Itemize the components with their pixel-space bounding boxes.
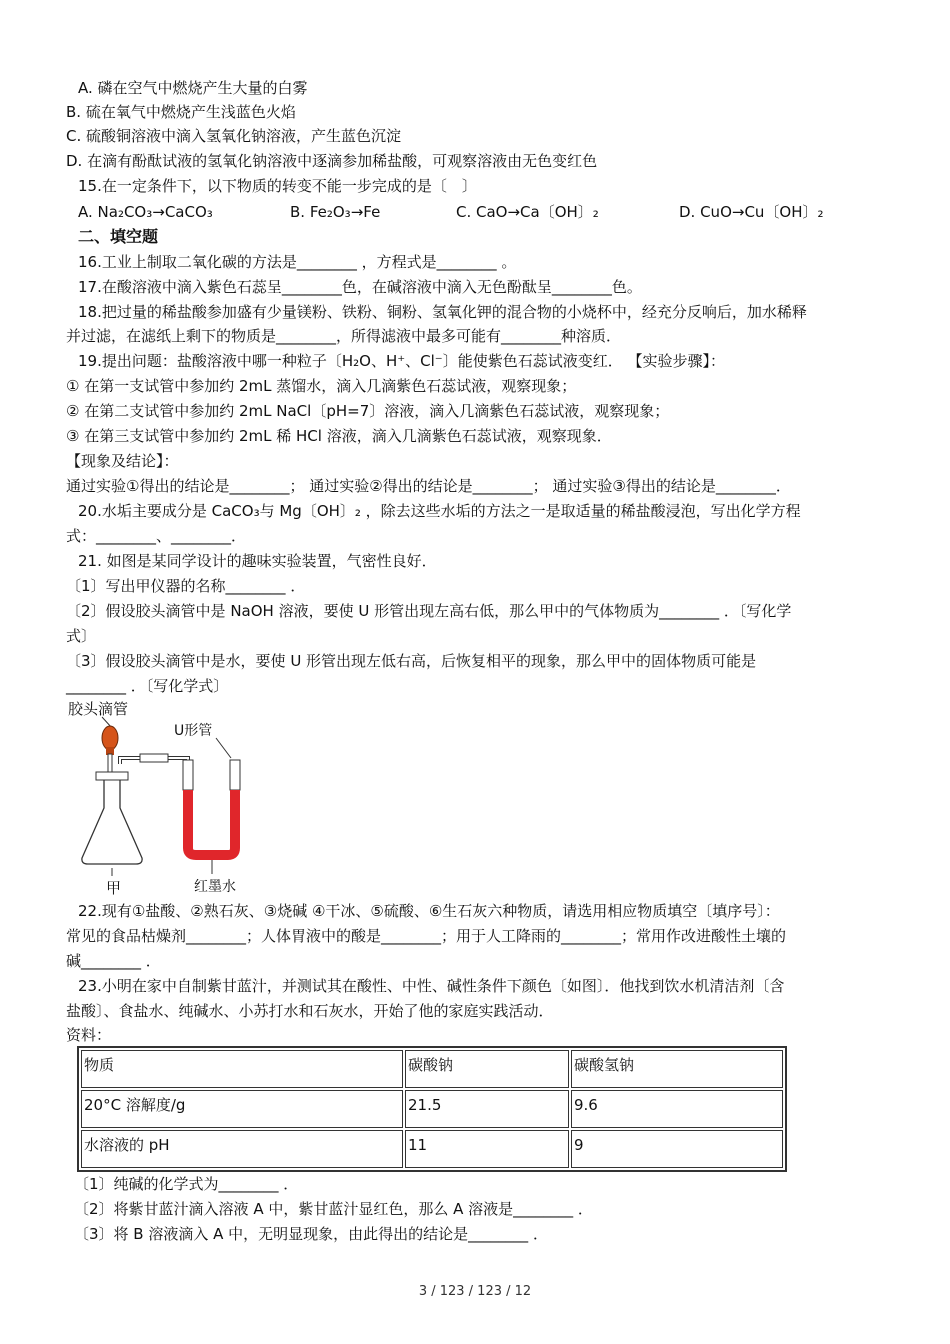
section-title: 二、填空题 [78,227,159,246]
apparatus-figure [66,698,266,898]
q16: 16.工业上制取二氧化碳的方法是________ ，方程式是________ 。 [78,253,517,271]
utube-right-upper [230,760,240,790]
table-cell: 11 [405,1130,569,1168]
q22-line3: 碱________ ． [66,952,161,970]
q23-part2: 〔2〕将紫甘蓝汁滴入溶液 A 中，紫甘蓝汁显红色，那么 A 溶液是________ ． [74,1200,593,1218]
q15-option-c: C. CaO→Ca〔OH〕₂ [456,203,599,221]
q21-part3-line1: 〔3〕假设胶头滴管中是水，要使 U 形管出现左低右高，后恢复相平的现象，那么甲中的固体物质可能是 [66,652,757,670]
q22-line1: 22.现有①盐酸、②熟石灰、③烧碱 ④干冰、⑤硫酸、⑥生石灰六种物质，请选用相应物质填空〔填序号〕： [78,902,780,920]
q21-part1: 〔1〕写出甲仪器的名称________ ． [66,577,306,595]
rubber-joint [140,754,168,762]
q20-line1: 20.水垢主要成分是 CaCO₃与 Mg〔OH〕₂ ，除去这些水垢的方法之一是取适量的稀盐酸浸泡，写出化学方程 [78,502,801,520]
red-ink-column [188,790,235,855]
q15-option-a: A. Na₂CO₃→CaCO₃ [78,203,213,221]
label-flask: 甲 [106,879,122,897]
q14-option-a: A. 磷在空气中燃烧产生大量的白雾 [78,79,308,97]
q19-phenomena-heading: 【现象及结论】： [66,452,179,470]
resource-table [77,1046,787,1172]
q17: 17.在酸溶液中滴入紫色石蕊呈________色，在碱溶液中滴入无色酚酞呈________色。 [78,278,642,296]
table-row [81,1090,783,1128]
q23-line1: 23.小明在家中自制紫甘蓝汁，并测试其在酸性、中性、碱性条件下颜色〔如图〕．他找到饮水机清洁剂〔含 [78,977,785,995]
table-row [81,1130,783,1168]
q15-options [0,202,950,222]
q23-part1: 〔1〕纯碱的化学式为________ ． [74,1175,299,1193]
q19-step1: ① 在第一支试管中参加约 2mL 蒸馏水，滴入几滴紫色石蕊试液，观察现象； [66,377,577,395]
utube-pointer [216,738,231,758]
q19-conclusions: 通过实验①得出的结论是________； 通过实验②得出的结论是________； 通过实验③得出的结论是________． [66,477,791,495]
conical-flask [82,780,142,864]
q18-line1: 18.把过量的稀盐酸参加盛有少量镁粉、铁粉、铜粉、氢氧化钾的混合物的小烧杯中，经充分反响后，加水稀释 [78,303,807,321]
label-ink: 红墨水 [194,879,236,895]
table-cell: 9 [571,1130,783,1168]
q19-stem: 19.提出问题：盐酸溶液中哪一种粒子〔H₂O、H⁺、Cl⁻〕能使紫色石蕊试液变红． 【实验步骤】： [78,352,725,370]
q22-line2: 常见的食品枯燥剂________；人体胃液中的酸是________；用于人工降雨的________；常用作改进酸性土壤的 [66,927,787,945]
q23-part3: 〔3〕将 B 溶液滴入 A 中，无明显现象，由此得出的结论是________ ． [74,1225,548,1243]
q19-step2: ② 在第二支试管中参加约 2mL NaCl〔pH=7〕溶液，滴入几滴紫色石蕊试液，观察现象； [66,402,670,420]
table-cell: 9.6 [571,1090,783,1128]
table-header-cell: 碳酸钠 [405,1050,569,1088]
dropper-bulb [102,726,118,750]
q21-part3-line2: ________ ．〔写化学式〕 [66,677,229,695]
page-footer: 3 / 123 / 123 / 12 [418,1284,532,1299]
label-utube: U形管 [174,723,213,739]
table-cell: 20°C 溶解度/g [81,1090,403,1128]
q15-stem: 15.在一定条件下，以下物质的转变不能一步完成的是〔 〕 [78,177,477,195]
q15-option-b: B. Fe₂O₃→Fe [290,203,381,221]
label-dropper: 胶头滴管 [68,700,129,718]
flask-stopper [96,772,128,780]
q15-option-d: D. CuO→Cu〔OH〕₂ [679,203,824,221]
utube-left-upper [183,760,193,790]
connecting-tube-inner [120,758,188,790]
table-header-cell: 物质 [81,1050,403,1088]
table-header-row [81,1050,783,1088]
q14-option-d: D. 在滴有酚酞试液的氢氧化钠溶液中逐滴参加稀盐酸，可观察溶液由无色变红色 [66,152,598,170]
table-cell: 21.5 [405,1090,569,1128]
q19-step3: ③ 在第三支试管中参加约 2mL 稀 HCl 溶液，滴入几滴紫色石蕊试液，观察现象． [66,427,612,445]
table-cell: 水溶液的 pH [81,1130,403,1168]
table-header-cell: 碳酸氢钠 [571,1050,783,1088]
q23-resource-label: 资料： [66,1026,112,1044]
q21-part2-line1: 〔2〕假设胶头滴管中是 NaOH 溶液，要使 U 形管出现左高右低，那么甲中的气体物质为________ ．〔写化学 [66,602,792,620]
q21-stem: 21. 如图是某同学设计的趣味实验装置，气密性良好． [78,552,437,570]
q20-line2: 式：________、________． [66,527,247,545]
q14-option-c: C. 硫酸铜溶液中滴入氢氧化钠溶液，产生蓝色沉淀 [66,127,402,145]
q14-option-b: B. 硫在氧气中燃烧产生浅蓝色火焰 [66,103,296,121]
q21-part2-line2: 式〕 [66,627,97,645]
q23-line2: 盐酸〕、食盐水、纯碱水、小苏打水和石灰水，开始了他的家庭实践活动． [66,1002,554,1020]
connecting-tube [120,758,188,790]
q18-line2: 并过滤，在滤纸上剩下的物质是________，所得滤液中最多可能有________种溶质． [66,327,622,345]
